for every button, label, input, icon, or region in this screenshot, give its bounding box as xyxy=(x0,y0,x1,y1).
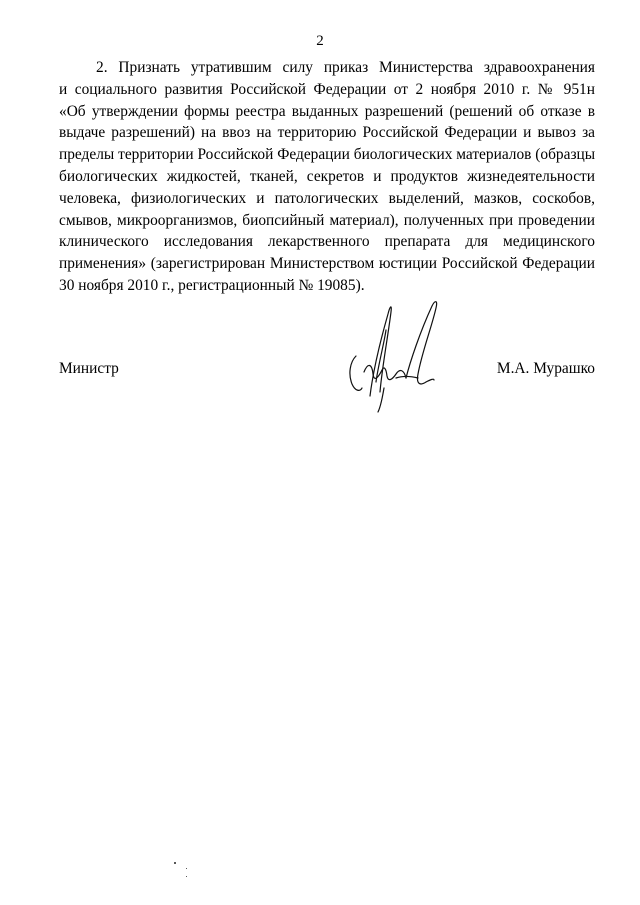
paragraph-line: и социального развития Российской Федерации от 2 ноября 2010 г. № 951н xyxy=(59,80,595,98)
paragraph-line: применения» (зарегистрирован Министерством юстиции Российской Федерации xyxy=(59,255,595,273)
page-number: 2 xyxy=(316,33,324,49)
scan-speck xyxy=(186,868,187,869)
paragraph-line: «Об утверждении формы реестра выданных разрешений (решений об отказе в xyxy=(59,102,595,120)
scan-speck xyxy=(186,876,187,877)
paragraph-line: пределы территории Российской Федерации биологических материалов (образцы xyxy=(59,146,596,164)
scan-speck xyxy=(174,862,176,864)
clause-paragraph xyxy=(59,57,595,297)
paragraph-line: клинического исследования лекарственного препарата для медицинского xyxy=(59,233,595,251)
signatory-name: М.А. Мурашко xyxy=(496,360,595,377)
signature-row xyxy=(59,360,595,384)
signatory-position: Министр xyxy=(59,360,119,377)
paragraph-line: выдаче разрешений) на ввоз на территорию Российской Федерации и вывоз за xyxy=(59,124,595,142)
paragraph-line: биологических жидкостей, тканей, секретов и продуктов жизнедеятельности xyxy=(59,167,595,185)
paragraph-line: человека, физиологических и патологических выделений, мазков, соскобов, xyxy=(59,189,595,207)
paragraph-line: 2. Признать утратившим силу приказ Министерства здравоохранения xyxy=(96,59,595,76)
paragraph-line: 30 ноября 2010 г., регистрационный № 19085). xyxy=(59,276,365,294)
handwritten-signature xyxy=(340,292,460,417)
paragraph-line: смывов, микроорганизмов, биопсийный материал), полученных при проведении xyxy=(59,211,595,229)
